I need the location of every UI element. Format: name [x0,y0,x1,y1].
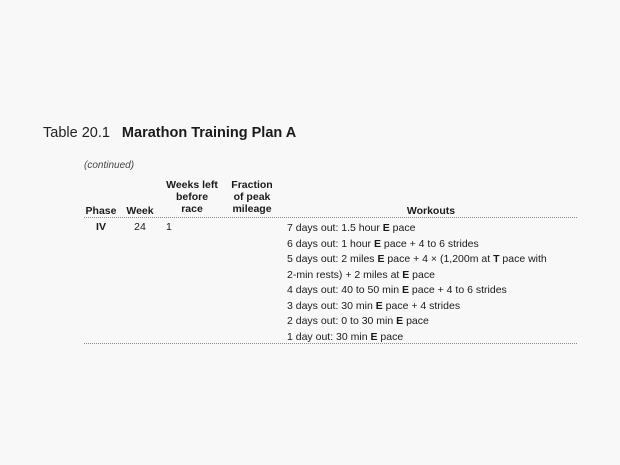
header-fraction-line: mileage [232,203,272,215]
workout-item: 2 days out: 0 to 30 min E pace [287,315,429,327]
header-fraction-line: of peak [233,191,271,203]
header-weeks-left-line: before [175,191,209,203]
table-bottom-rule [84,343,577,344]
workout-item: 7 days out: 1.5 hour E pace [287,222,416,234]
workout-item: 3 days out: 30 min E pace + 4 strides [287,299,461,312]
header-weeks-left-line: race [181,203,203,215]
workout-item: 6 days out: 1 hour E pace + 4 to 6 strides [287,237,479,250]
workouts-list [287,221,579,345]
header-workouts: Workouts [406,205,456,217]
cell-weeks-left: 1 [166,221,172,233]
table-caption [43,124,296,142]
header-weeks-left-line: Weeks left [166,179,218,191]
workout-item: 1 day out: 30 min E pace [287,330,404,343]
table-number: Table 20.1 [43,125,110,141]
header-fraction-line: Fraction [231,179,273,191]
header-week: Week [126,205,154,217]
header-weeks-left [160,179,224,215]
workout-item: 4 days out: 40 to 50 min E pace + 4 to 6 strides [287,284,507,296]
cell-phase: IV [96,221,106,233]
header-fraction [226,179,278,215]
header-rule [84,217,577,218]
header-phase: Phase [85,205,117,217]
table-title: Marathon Training Plan A [121,125,297,141]
workout-item: 5 days out: 2 miles E pace + 4 × (1,200m at T pace with 2-min rests) + 2 miles at E pace [287,253,547,281]
continued-note: (continued) [84,160,135,171]
cell-week: 24 [134,221,146,233]
